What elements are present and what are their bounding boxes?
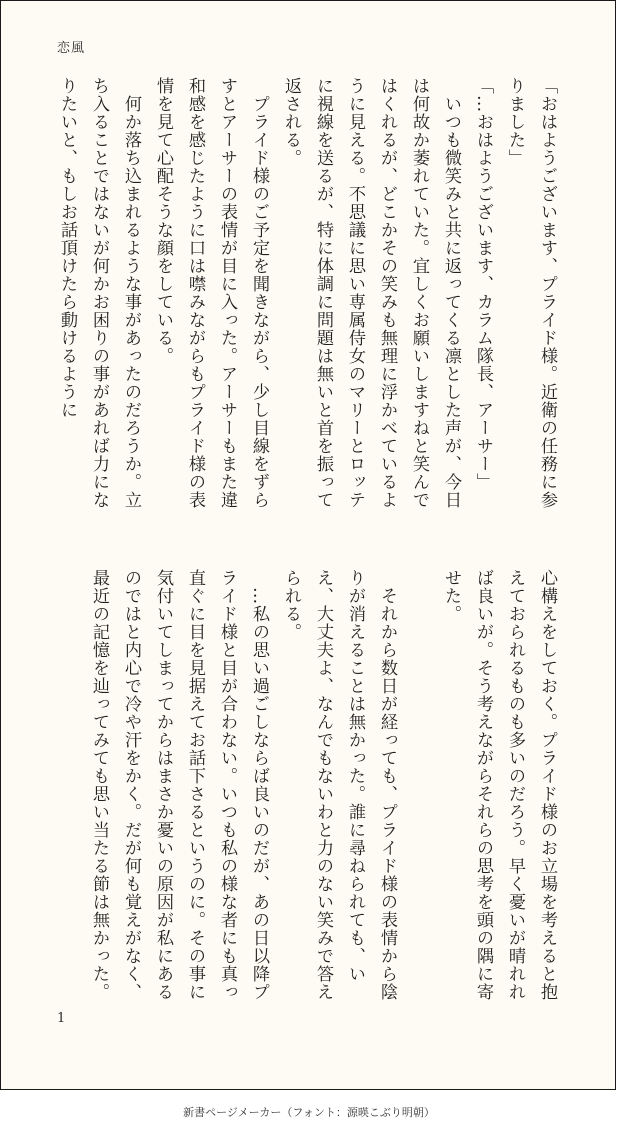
text-block-upper xyxy=(53,77,563,525)
paragraph: …私の思い過ごしならば良いのだが、あの日以降プライド様と目が合わない。いつも私の様な者にも真っ直ぐに目を見据えてお話下さるというのに。その事に気付いてしまってからはまさか憂いの原因が私にあるのではと内心で冷や汗をかく。だが何も覚えがなく、最近の記憶を辿ってみても思い当たる節は無かった。 xyxy=(89,569,269,1001)
paragraph: プライド様のご予定を聞きながら、少し目線をずらすとアーサーの表情が目に入った。アーサーもまた違和感を感じたように口は噤みながらもプライド様の表情を見て心配そうな顔をしている。 xyxy=(153,77,269,509)
footer-credit: 新書ページメーカー（フォント：源暎こぶり明朝） xyxy=(183,1106,435,1119)
paragraph: 「…おはようございます、カラム隊長、アーサー」 xyxy=(473,77,493,491)
paragraph: それから数日が経っても、プライド様の表情から陰りが消えることは無かった。誰に尋ねられても、いえ、大丈夫よ、なんでもないわと力のない笑みで答えられる。 xyxy=(281,569,397,1001)
paragraph: 心構えをしておく。プライド様のお立場を考えると抱えておられるものも多いのだろう。早く憂いが晴れれば良いが。そう考えながらそれらの思考を頭の隅に寄せた。 xyxy=(441,569,557,1001)
page-number: 1 xyxy=(57,1011,66,1026)
paragraph: 何か落ち込まれるような事があったのだろうか。立ち入ることではないが何かお困りの事があれば力になりたいと、もしお話頂けたら動けるように xyxy=(57,77,141,509)
blank-line xyxy=(403,569,435,1005)
running-header-title: 恋風 xyxy=(57,41,86,56)
text-block-lower xyxy=(53,569,563,1005)
paragraph: いつも微笑みと共に返ってくる凛とした声が、今日は何故か萎れていた。宜しくお願いしますねと笑んではくれるが、どこかその笑みも無理に浮かべているように見える。不思議に思い専属侍女のマリーとロッテに視線を送るが、特に体調に問題は無いと首を振って返される。 xyxy=(281,77,461,509)
paragraph: 「おはようございます、プライド様。近衛の任務に参りました」 xyxy=(505,77,557,509)
